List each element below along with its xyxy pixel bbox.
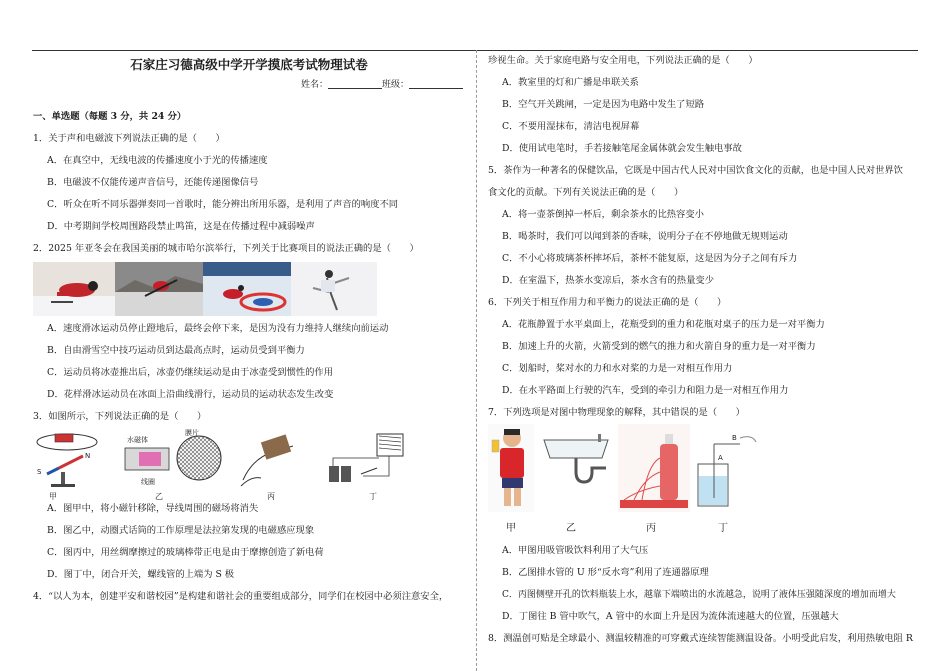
question-8-stem: 8．测温创可贴是全球最小、测温较精准的可穿戴式连续智能测温设备。小明受此启发，利用热敏电阻 R [488, 633, 913, 644]
freestyle-skiing-photo [115, 262, 203, 316]
q7-label-ding: 丁 [718, 523, 728, 534]
boy-drinking-photo [488, 424, 534, 512]
rubbing-rod-diagram [233, 428, 303, 490]
north-pole-label: N [85, 452, 91, 460]
solenoid-circuit-diagram [323, 428, 423, 490]
name-label: 姓名： [300, 80, 328, 90]
q2-option-b: B．自由滑雪空中技巧运动员到达最高点时，运动员受到平衡力 [47, 345, 305, 356]
question-4-stem: 4．“以人为本，创建平安和谐校园”是构建和谐社会的重要组成部分，同学们在校园中必须注意安全， [33, 591, 449, 602]
q2-option-d: D．花样滑冰运动员在冰面上沿曲线滑行，运动员的运动状态发生改变 [47, 389, 334, 400]
q6-option-b: B．加速上升的火箭，火箭受到的燃气的推力和火箭自身的重力是一对平衡力 [502, 341, 816, 352]
q7-label-jia: 甲 [506, 523, 516, 534]
q2-option-c: C．运动员将冰壶推出后，冰壶仍继续运动是由于冰壶受到惯性的作用 [47, 367, 334, 378]
curling-photo [203, 262, 291, 316]
q1-option-c: C．听众在听不同乐器弹奏同一首歌时，能分辨出所用乐器，是利用了声音的响度不同 [47, 199, 399, 210]
q1-option-a: A．在真空中，无线电波的传播速度小于光的传播速度 [47, 155, 268, 166]
q4-option-d: D．使用试电笔时，手若接触笔尾金属体就会发生触电事故 [502, 143, 742, 154]
q6-option-d: D．在水平路面上行驶的汽车，受到的牵引力和阻力是一对相互作用力 [502, 385, 789, 396]
student-info [33, 76, 465, 96]
q5-option-c: C．不小心将玻璃茶杯摔坏后，茶杯不能复原，这是因为分子之间有斥力 [502, 253, 798, 264]
q3-label-yi: 乙 [155, 492, 163, 501]
q7-option-d: D．丁图往 B 管中吹气，A 管中的水面上升是因为流体流速越大的位置，压强越大 [502, 611, 839, 622]
question-3-stem: 3．如图所示，下列说法正确的是（ ） [33, 411, 207, 422]
q7-option-a: A．甲图用吸管吸饮料利用了大气压 [502, 545, 649, 556]
q4-option-c: C．不要用湿抹布，清洁电视屏幕 [502, 121, 640, 132]
q3-label-jia: 甲 [49, 492, 57, 501]
figure-skating-photo [291, 262, 377, 316]
q3-diagrams [33, 428, 465, 501]
left-column [33, 52, 465, 608]
sink-trap-diagram [540, 434, 612, 500]
tube-b-label: B [732, 434, 737, 442]
south-pole-label: S [37, 468, 42, 476]
q3-option-d: D．图丁中，闭合开关，螺线管的上端为 S 极 [47, 569, 235, 580]
class-blank[interactable] [409, 78, 463, 89]
q3-option-a: A．图甲中，将小磁针移除，导线周围的磁场将消失 [47, 503, 259, 514]
q6-option-a: A．花瓶静置于水平桌面上，花瓶受到的重力和花瓶对桌子的压力是一对平衡力 [502, 319, 825, 330]
q7-option-b: B．乙图排水管的 U 形“反水弯”利用了连通器原理 [502, 567, 709, 578]
q5-option-b: B．喝茶时，我们可以闻到茶的香味，说明分子在不停地做无规则运动 [502, 231, 788, 242]
column-divider [476, 50, 477, 671]
q1-option-d: D．中考期间学校周围路段禁止鸣笛，这是在传播过程中减弱噪声 [47, 221, 315, 232]
microphone-diagram [121, 428, 225, 490]
tube-a-label: A [718, 454, 723, 462]
q7-option-c: C．丙图侧壁开孔的饮料瓶装上水，越靠下端喷出的水流越急，说明了液体压强随深度的增加而增大 [502, 590, 896, 600]
question-1-stem: 1．关于声和电磁波下列说法正确的是（ ） [33, 133, 225, 144]
question-7-stem: 7．下列选项是对图中物理现象的解释，其中错误的是（ ） [488, 407, 745, 418]
q3-option-c: C．图丙中，用丝绸摩擦过的玻璃棒带正电是由于摩擦创造了新电荷 [47, 547, 324, 558]
q1-option-b: B．电磁波不仅能传递声音信号，还能传递图像信号 [47, 177, 259, 188]
q5-option-d: D．在室温下，热茶水变凉后，茶水含有的热量变少 [502, 275, 714, 286]
q3-label-bing: 丙 [267, 492, 275, 501]
q4-option-b: B．空气开关跳闸，一定是因为电路中发生了短路 [502, 99, 705, 110]
compass-wire-diagram [33, 428, 103, 488]
q2-photo-strip [33, 260, 465, 318]
blow-tube-diagram [692, 424, 762, 512]
q3-option-b: B．图乙中，动圈式话筒的工作原理是法拉第发现的电磁感应现象 [47, 525, 315, 536]
name-blank[interactable] [328, 78, 382, 89]
q5-option-a: A．将一壶茶倒掉一杯后，剩余茶水的比热容变小 [502, 209, 704, 220]
magnet-label: 水磁体 [127, 436, 148, 444]
q7-diagrams [488, 424, 918, 540]
right-column [488, 50, 918, 650]
speed-skating-photo [33, 262, 115, 316]
bottle-jets-diagram [618, 424, 690, 512]
diaphragm-label: 膜片 [185, 429, 199, 437]
q6-option-c: C．划船时，桨对水的力和水对桨的力是一对相互作用力 [502, 363, 733, 374]
page-title: 石家庄习德高级中学开学摸底考试物理试卷 [130, 57, 368, 72]
q7-label-yi: 乙 [566, 523, 576, 534]
section-heading: 一、单选题（每题 3 分，共 24 分） [33, 111, 187, 122]
q7-label-bing: 丙 [646, 523, 656, 534]
question-5-stem: 5．茶作为一种著名的保健饮品，它既是中国古代人民对中国饮食文化的贡献，也是中国人民对世界饮 [488, 165, 903, 176]
q3-label-ding: 丁 [369, 492, 377, 501]
q4-option-a: A．教室里的灯和广播是串联关系 [502, 77, 639, 88]
question-2-stem: 2．2025 年亚冬会在我国美丽的城市哈尔滨举行，下列关于比赛项目的说法正确的是（ ） [33, 243, 419, 254]
question-6-stem: 6．下列关于相互作用力和平衡力的说法正确的是（ ） [488, 297, 727, 308]
question-4-continued: 珍视生命。关于家庭电路与安全用电，下列说法正确的是（ ） [488, 55, 758, 66]
coil-label: 线圈 [141, 478, 155, 486]
question-5-stem-cont: 食文化的贡献。下列有关说法正确的是（ ） [488, 187, 684, 198]
q2-option-a: A．速度滑冰运动员停止蹬地后，最终会停下来，是因为没有力维持人继续向前运动 [47, 323, 389, 334]
class-label: 班级： [381, 80, 409, 90]
